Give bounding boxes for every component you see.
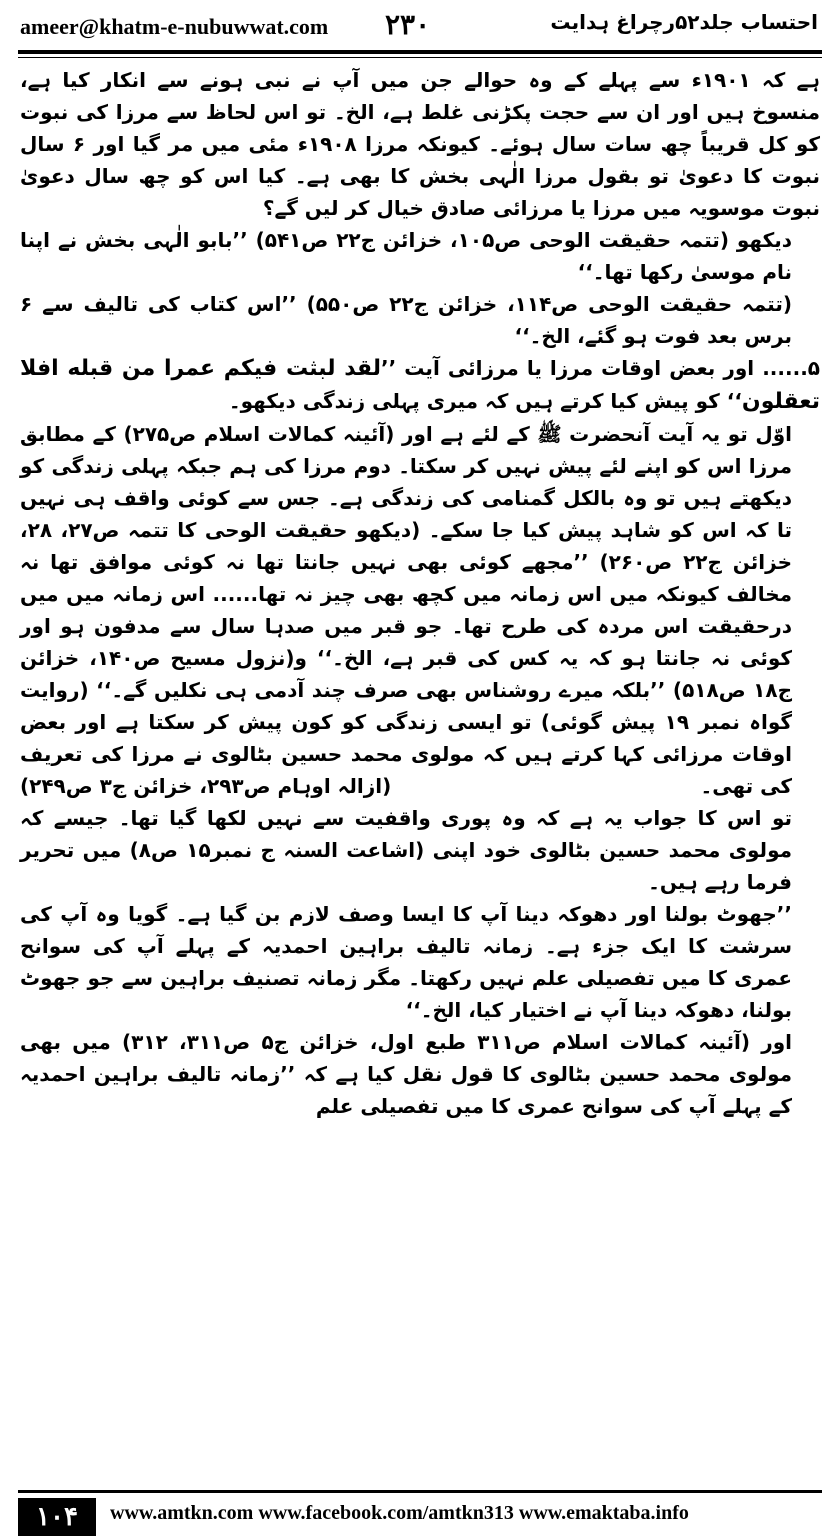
paragraph: [20, 418, 820, 802]
footer-links: www.amtkn.com www.facebook.com/amtkn313 www.emaktaba.info: [110, 1502, 689, 1524]
header-divider: [18, 50, 822, 54]
item-5: [20, 352, 820, 418]
header-email: ameer@khatm-e-nubuwwat.com: [20, 14, 329, 39]
page-body: [20, 64, 820, 1122]
header-page-number: ۲۳۰: [385, 8, 431, 41]
paragraph: تو اس کا جواب یہ ہے کہ وہ پوری واقفیت سے نہیں لکھا گیا تھا۔ جیسے کہ مولوی محمد حسین بٹالوی خود اپنی (اشاعت السنہ ج نمبر۱۵ ص۸) میں تحریر فرما رہے ہیں۔: [20, 806, 792, 894]
reference-izala: (ازالہ اوہام ص۲۹۳، خزائن ج۳ ص۲۴۹): [20, 774, 392, 798]
reference-paragraph: (تتمہ حقیقت الوحی ص۱۱۴، خزائن ج۲۲ ص۵۵۰) ’’اس کتاب کی تالیف سے ۶ برس بعد فوت ہو گئے، الخ۔‘‘: [20, 292, 793, 348]
item-number: ۵......: [762, 356, 821, 380]
footer-divider: [18, 1490, 822, 1493]
quranic-verse: لقد لبثت فیکم عمرا من قبله افلا تعقلون: [20, 356, 820, 414]
header-book-title: احتساب جلد۵۲رچراغ ہدایت: [550, 10, 818, 34]
page-footer: [0, 1488, 840, 1540]
paragraph-text: اوّل تو یہ آیت آنحضرت ﷺ کے لئے ہے اور (آئینہ کمالات اسلام ص۲۷۵) کے مطابق مرزا اس کو اپنے لئے پیش نہیں کر سکتا۔ دوم مرزا کی ہم جبکہ پہلی زندگی کو دیکھتے ہیں تو وہ بالکل گمنامی کی زندگی ہے۔ جس سے کوئی واقف ہی نہیں تا کہ اس کو شاہد پیش کیا جا سکے۔ (دیکھو حقیقت الوحی کا تتمہ ص۲۷، ۲۸، خزائن ج۲۲ ص۲۶۰) ’’مجھے کوئی بھی نہیں جانتا تھا نہ کوئی موافق تھا نہ مخالف کیونکہ میں اس زمانہ میں کچھ بھی چیز نہ تھا...... اس زمانہ میں میں درحقیقت اس مردہ کی طرح تھا۔ جو قبر میں صدہا سال سے مدفون ہو اور کوئی نہ جانتا ہو کہ یہ کس کی قبر ہے، الخ۔‘‘ و(نزول مسیح ص۱۴۰، خزائن ج۱۸ ص۵۱۸) ’’بلکہ میرے روشناس بھی صرف چند آدمی ہی نکلیں گے۔‘‘ (روایت گواہ نمبر ۱۹ پیش گوئی) تو ایسی زندگی کو کون پیش کر سکتا ہے اور بعض اوقات مرزائی کہا کرتے ہیں کہ مولوی محمد حسین بٹالوی نے مرزا کی تعریف کی تھی۔: [20, 422, 793, 798]
paragraph: ہے کہ ۱۹۰۱ء سے پہلے کے وہ حوالے جن میں آپ نے نبی ہونے سے انکار کیا ہے، منسوخ ہیں اور ان سے حجت پکڑنی غلط ہے، الخ۔ تو اس لحاظ سے مرزا کی نبوت کو کل قریباً چھ سات سال ہوئے۔ کیونکہ مرزا ۱۹۰۸ء مئی میں مر گیا اور ۶ سال نبوت کا دعویٰ تو بقول مرزا الٰہی بخش کا بھی ہے۔ کیا اس کو چھ سال دعویٰ نبوت موسویہ میں مرزا یا مرزائی صادق خیال کر لیں گے؟: [20, 68, 821, 220]
quote-paragraph: ’’جھوٹ بولنا اور دھوکہ دینا آپ کا ایسا وصف لازم بن گیا ہے۔ گویا وہ آپ کی سرشت کا ایک جزء ہے۔ زمانہ تالیف براہین احمدیہ کے پہلے آپ کی سوانح عمری کا میں تفصیلی علم نہیں رکھتا۔ مگر زمانہ تصنیف براہین سے جو جھوٹ بولنا، دھوکہ دینا آپ نے اختیار کیا، الخ۔‘‘: [20, 902, 792, 1022]
paragraph: اور (آئینہ کمالات اسلام ص۳۱۱ طبع اول، خزائن ج۵ ص۳۱۱، ۳۱۲) میں بھی مولوی محمد حسین بٹالوی کا قول نقل کیا ہے کہ ’’زمانہ تالیف براہین احمدیہ کے پہلے آپ کی سوانح عمری کا میں تفصیلی علم: [20, 1030, 793, 1118]
header-divider-thin: [18, 57, 822, 58]
item-text-before: اور بعض اوقات مرزا یا مرزائی آیت ’’: [381, 356, 755, 380]
reference-paragraph: دیکھو (تتمہ حقیقت الوحی ص۱۰۵، خزائن ج۲۲ ص۵۴۱) ’’بابو الٰہی بخش نے اپنا نام موسیٰ رکھا تھا۔‘‘: [20, 228, 793, 284]
page-header: [0, 0, 840, 52]
item-text-after: ‘‘ کو پیش کیا کرتے ہیں کہ میری پہلی زندگی دیکھو۔: [228, 389, 742, 413]
footer-page-number: ۱۰۴: [18, 1498, 96, 1536]
